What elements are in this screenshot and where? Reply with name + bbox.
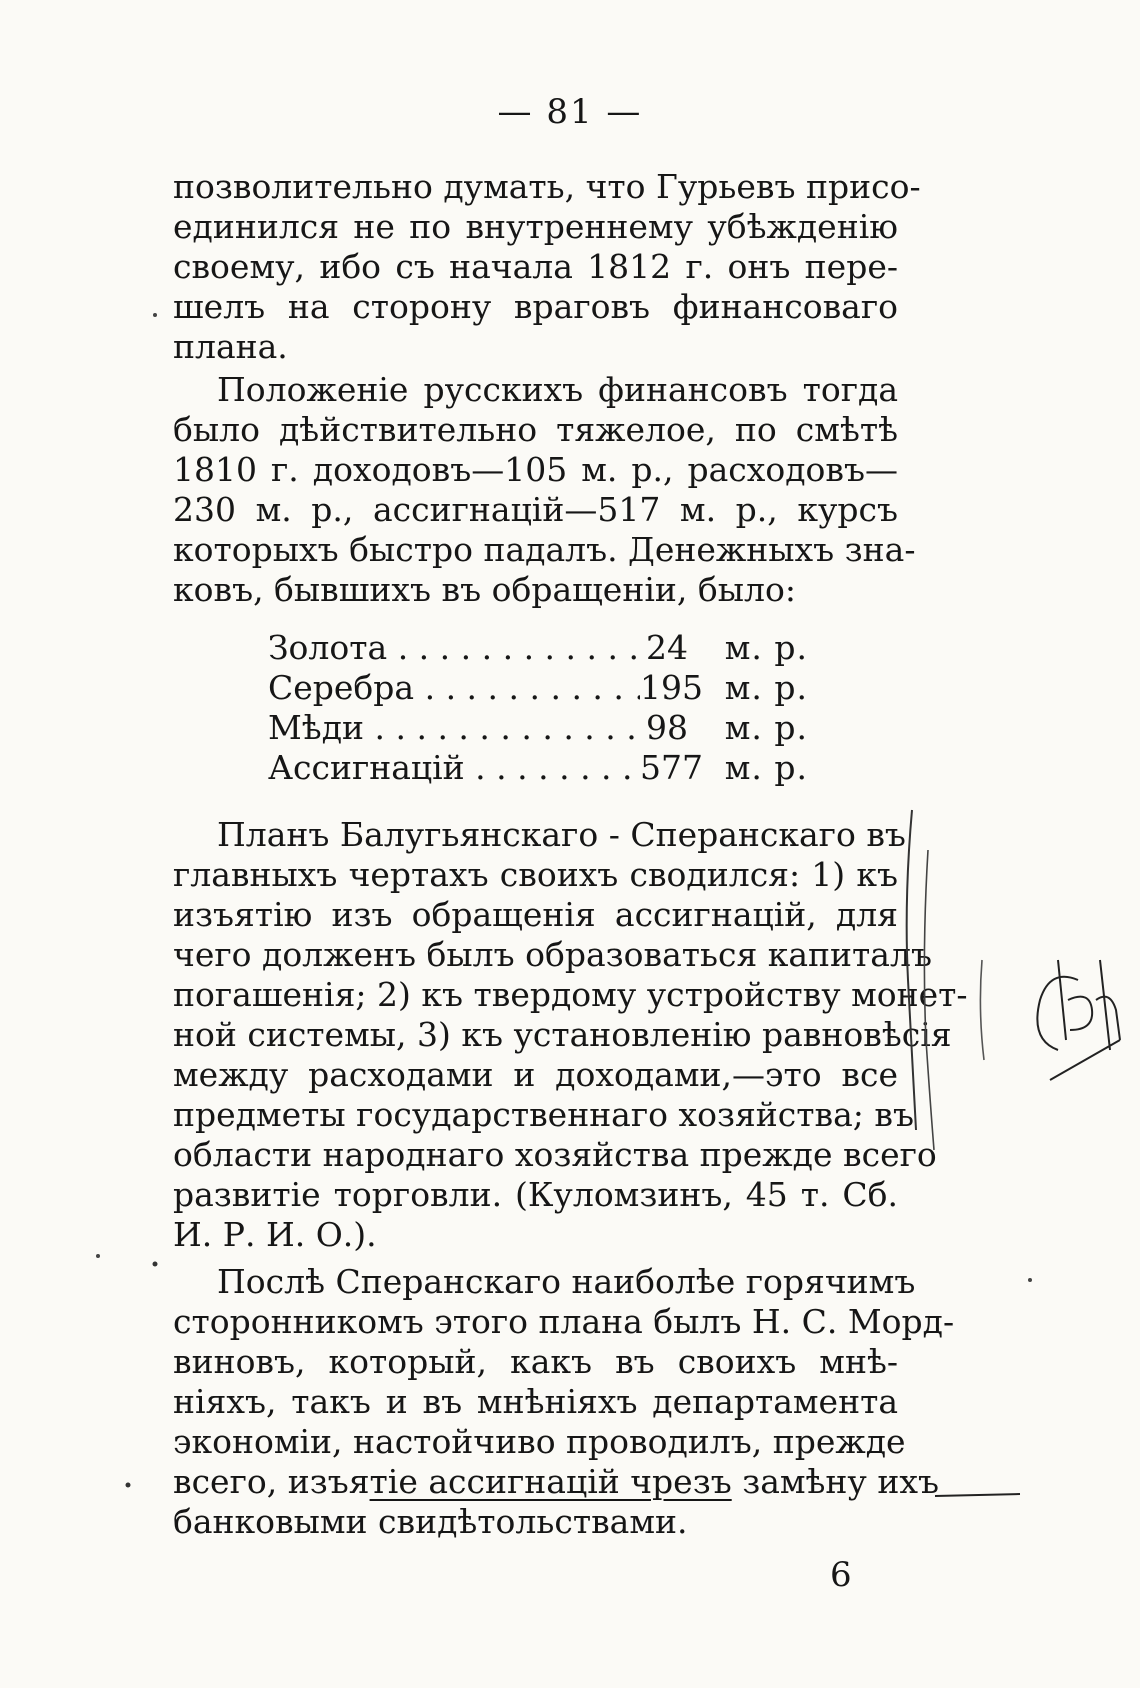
text-line: развитіе торговли. (Куломзинъ, 45 т. Сб.: [173, 1175, 898, 1214]
paper-speck: [153, 1262, 158, 1267]
paper-speck: [126, 1483, 131, 1488]
handwritten-underline: тіе ассигнацій чрезъ: [369, 1462, 732, 1501]
margin-bracket-line: [980, 960, 984, 1060]
currency-unit: м. р.: [724, 628, 808, 667]
text-line: погашенія; 2) къ твердому устройству монет-: [173, 975, 968, 1014]
text-line: банковыми свидѣтольствами.: [173, 1502, 688, 1541]
paper-speck: [1028, 1278, 1032, 1282]
text-line: своему, ибо съ начала 1812 г. онъ пере-: [173, 247, 898, 286]
currency-amount: 195: [640, 668, 703, 707]
text-line: виновъ, который, какъ въ своихъ мнѣ-: [173, 1342, 898, 1381]
margin-scribble: [1037, 960, 1120, 1080]
text-line: Положеніе русскихъ финансовъ тогда: [217, 370, 898, 409]
margin-bracket-line: [907, 810, 916, 1130]
text-line: позволительно думать, что Гурьевъ присо-: [173, 167, 921, 206]
text-line: 1810 г. доходовъ—105 м. р., расходовъ—: [173, 450, 898, 489]
text-line: единился не по внутреннему убѣжденію: [173, 207, 898, 246]
currency-unit: м. р.: [724, 708, 808, 747]
paper-speck: [153, 313, 157, 317]
text-line: между расходами и доходами,—это все: [173, 1055, 898, 1094]
text-line: И. Р. И. О.).: [173, 1215, 377, 1254]
currency-name: Золота . . .: [268, 628, 640, 668]
currency-amount: 577: [640, 748, 703, 787]
currency-name: Ассигнацій . . .: [268, 748, 640, 788]
currency-amount: 98: [646, 708, 688, 747]
page-number: — 81 —: [497, 92, 643, 132]
text-line: сторонникомъ этого плана былъ Н. С. Морд-: [173, 1302, 955, 1341]
currency-amount: 24: [646, 628, 688, 667]
text-line: ной системы, 3) къ установленію равновѣсія: [173, 1015, 952, 1054]
text-line: шелъ на сторону враговъ финансоваго: [173, 287, 898, 326]
text-line: плана.: [173, 327, 288, 366]
paper-speck: [96, 1254, 100, 1258]
text-line: предметы государственнаго хозяйства; въ: [173, 1095, 914, 1134]
currency-name: Мѣди . . .: [268, 708, 640, 748]
margin-dash: [935, 1494, 1020, 1496]
text-line: экономіи, настойчиво проводилъ, прежде: [173, 1422, 906, 1461]
text-line: ніяхъ, такъ и въ мнѣніяхъ департамента: [173, 1382, 898, 1421]
currency-unit: м. р.: [724, 668, 808, 707]
text-line: области народнаго хозяйства прежде всего: [173, 1135, 937, 1174]
signature-mark: 6: [830, 1555, 852, 1595]
text-segment: всего, изъя: [173, 1462, 370, 1501]
currency-unit: м. р.: [724, 748, 808, 787]
text-line: которыхъ быстро падалъ. Денежныхъ зна-: [173, 530, 916, 569]
currency-name: Серебра . . .: [268, 668, 640, 708]
text-line: ковъ, бывшихъ въ обращеніи, было:: [173, 570, 796, 609]
text-line: было дѣйствительно тяжелое, по смѣтѣ: [173, 410, 898, 449]
text-line: чего долженъ былъ образоваться капиталъ: [173, 935, 932, 974]
text-segment: замѣну ихъ: [731, 1462, 939, 1501]
text-line: главныхъ чертахъ своихъ сводился: 1) къ: [173, 855, 898, 894]
text-line: Планъ Балугьянскаго - Сперанскаго въ: [217, 815, 906, 854]
margin-bracket-line: [924, 850, 934, 1150]
text-line: 230 м. р., ассигнацій—517 м. р., курсъ: [173, 490, 898, 529]
text-line: Послѣ Сперанскаго наиболѣе горячимъ: [217, 1262, 916, 1301]
text-line: изъятію изъ обращенія ассигнацій, для: [173, 895, 898, 934]
